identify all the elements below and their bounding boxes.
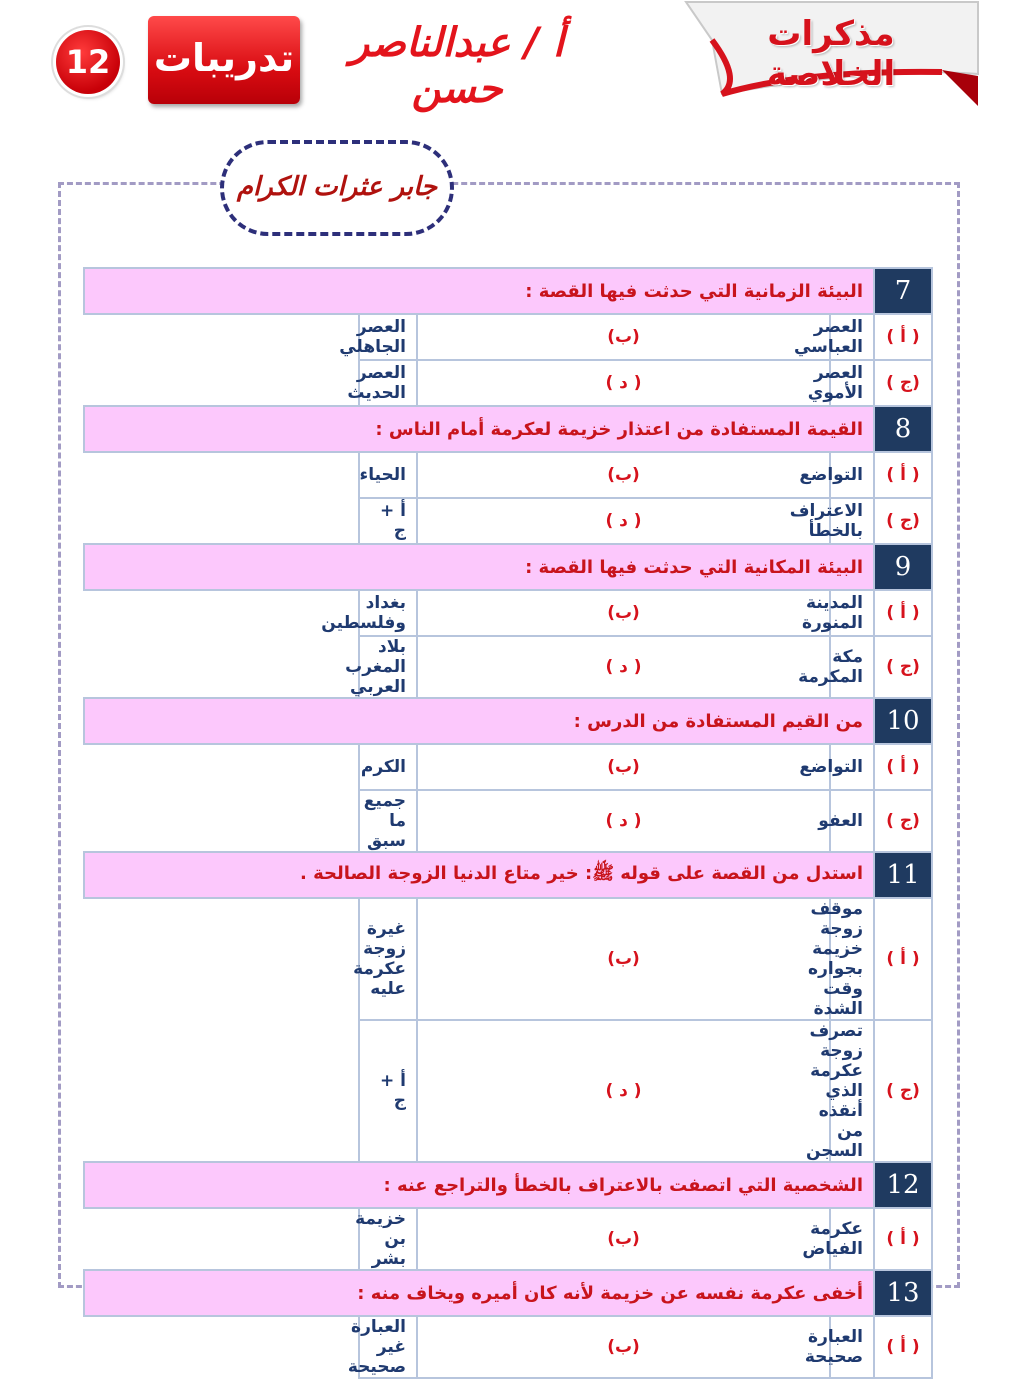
option-text[interactable]: مكة المكرمة bbox=[830, 636, 874, 698]
question-text: القيمة المستفادة من اعتذار خزيمة لعكرمة أمام الناس : bbox=[84, 406, 874, 452]
question-row bbox=[84, 698, 932, 744]
option-letter: (ج ) bbox=[874, 1020, 932, 1162]
option-text[interactable]: أ + ج bbox=[359, 498, 417, 544]
lesson-title-box bbox=[220, 140, 454, 236]
option-row bbox=[84, 898, 932, 1020]
question-text: أخفى عكرمة نفسه عن خزيمة لأنه كان أميره ويخاف منه : bbox=[84, 1270, 874, 1316]
option-letter: ( أ ) bbox=[874, 744, 932, 790]
option-letter: (ب) bbox=[417, 898, 830, 1020]
option-text[interactable]: الكرم bbox=[359, 744, 417, 790]
option-text[interactable]: عكرمة الفياض bbox=[830, 1208, 874, 1270]
option-letter: ( أ ) bbox=[874, 590, 932, 636]
option-text[interactable]: بغداد وفلسطين bbox=[359, 590, 417, 636]
option-row bbox=[84, 1316, 932, 1378]
question-row bbox=[84, 1162, 932, 1208]
option-text[interactable]: المدينة المنورة bbox=[830, 590, 874, 636]
question-text: من القيم المستفادة من الدرس : bbox=[84, 698, 874, 744]
question-text: البيئة المكانية التي حدثت فيها القصة : bbox=[84, 544, 874, 590]
option-letter: ( د ) bbox=[417, 360, 830, 406]
option-text[interactable]: جميع ما سبق bbox=[359, 790, 417, 852]
question-row bbox=[84, 406, 932, 452]
option-letter: (ب) bbox=[417, 452, 830, 498]
question-number: 10 bbox=[874, 698, 932, 744]
option-letter: (ب) bbox=[417, 1208, 830, 1270]
option-row bbox=[84, 744, 932, 790]
option-letter: ( أ ) bbox=[874, 898, 932, 1020]
option-letter: (ب) bbox=[417, 590, 830, 636]
question-text: البيئة الزمانية التي حدثت فيها القصة : bbox=[84, 268, 874, 314]
option-text[interactable]: موقف زوجة خزيمة بجواره وقت الشدة bbox=[830, 898, 874, 1020]
question-text: استدل من القصة على قوله ﷺ: خير متاع الدنيا الزوجة الصالحة . bbox=[84, 852, 874, 898]
option-text[interactable]: التواضع bbox=[830, 452, 874, 498]
option-text[interactable]: العصر الحديث bbox=[359, 360, 417, 406]
questions-body bbox=[84, 268, 932, 1378]
brand-name: مذكرات الخلاصة bbox=[766, 14, 896, 94]
option-text[interactable]: أ + ج bbox=[359, 1020, 417, 1162]
option-text[interactable]: العبارة غير صحيحة bbox=[359, 1316, 417, 1378]
lesson-title: جابر عثرات الكرام bbox=[236, 172, 438, 202]
question-number: 7 bbox=[874, 268, 932, 314]
option-letter: ( أ ) bbox=[874, 452, 932, 498]
option-letter: (ب) bbox=[417, 1316, 830, 1378]
question-number: 9 bbox=[874, 544, 932, 590]
question-text: الشخصية التي اتصفت بالاعتراف بالخطأ والتراجع عنه : bbox=[84, 1162, 874, 1208]
option-row bbox=[84, 360, 932, 406]
option-text[interactable]: العصر العباسي bbox=[830, 314, 874, 360]
question-row bbox=[84, 268, 932, 314]
option-letter: ( د ) bbox=[417, 498, 830, 544]
option-row bbox=[84, 790, 932, 852]
grade-number: 12 bbox=[65, 43, 111, 81]
option-letter: ( د ) bbox=[417, 636, 830, 698]
option-text[interactable]: الاعتراف بالخطأ bbox=[830, 498, 874, 544]
type-badge-label: تدريبات bbox=[153, 36, 295, 80]
question-number: 11 bbox=[874, 852, 932, 898]
questions-table bbox=[83, 267, 933, 1379]
option-text[interactable]: الحياء bbox=[359, 452, 417, 498]
option-text[interactable]: العصر الجاهلي bbox=[359, 314, 417, 360]
option-letter: (ج ) bbox=[874, 498, 932, 544]
question-number: 12 bbox=[874, 1162, 932, 1208]
question-number: 8 bbox=[874, 406, 932, 452]
option-letter: ( أ ) bbox=[874, 1316, 932, 1378]
question-row bbox=[84, 852, 932, 898]
option-text[interactable]: تصرف زوجة عكرمة الذي أنقذه من السجن bbox=[830, 1020, 874, 1162]
option-row bbox=[84, 1020, 932, 1162]
option-letter: (ب) bbox=[417, 744, 830, 790]
question-row bbox=[84, 544, 932, 590]
option-letter: (ج ) bbox=[874, 790, 932, 852]
option-letter: ( د ) bbox=[417, 1020, 830, 1162]
author-name: أ / عبدالناصر حسن bbox=[349, 20, 565, 112]
option-text[interactable]: بلاد المغرب العربي bbox=[359, 636, 417, 698]
option-text[interactable]: التواضع bbox=[830, 744, 874, 790]
option-letter: (ب) bbox=[417, 314, 830, 360]
option-letter: ( أ ) bbox=[874, 314, 932, 360]
type-badge bbox=[148, 16, 300, 104]
grade-circle bbox=[56, 30, 120, 94]
option-text[interactable]: العفو bbox=[830, 790, 874, 852]
option-row bbox=[84, 314, 932, 360]
option-row bbox=[84, 1208, 932, 1270]
option-text[interactable]: غيرة زوجة عكرمة عليه bbox=[359, 898, 417, 1020]
option-text[interactable]: العصر الأموي bbox=[830, 360, 874, 406]
option-letter: ( أ ) bbox=[874, 1208, 932, 1270]
option-text[interactable]: العبارة صحيحة bbox=[830, 1316, 874, 1378]
question-row bbox=[84, 1270, 932, 1316]
question-number: 13 bbox=[874, 1270, 932, 1316]
option-row bbox=[84, 498, 932, 544]
option-letter: (ج ) bbox=[874, 360, 932, 406]
option-letter: (ج ) bbox=[874, 636, 932, 698]
option-text[interactable]: خزيمة بن بشر bbox=[359, 1208, 417, 1270]
option-row bbox=[84, 636, 932, 698]
option-row bbox=[84, 452, 932, 498]
option-letter: ( د ) bbox=[417, 790, 830, 852]
option-row bbox=[84, 590, 932, 636]
